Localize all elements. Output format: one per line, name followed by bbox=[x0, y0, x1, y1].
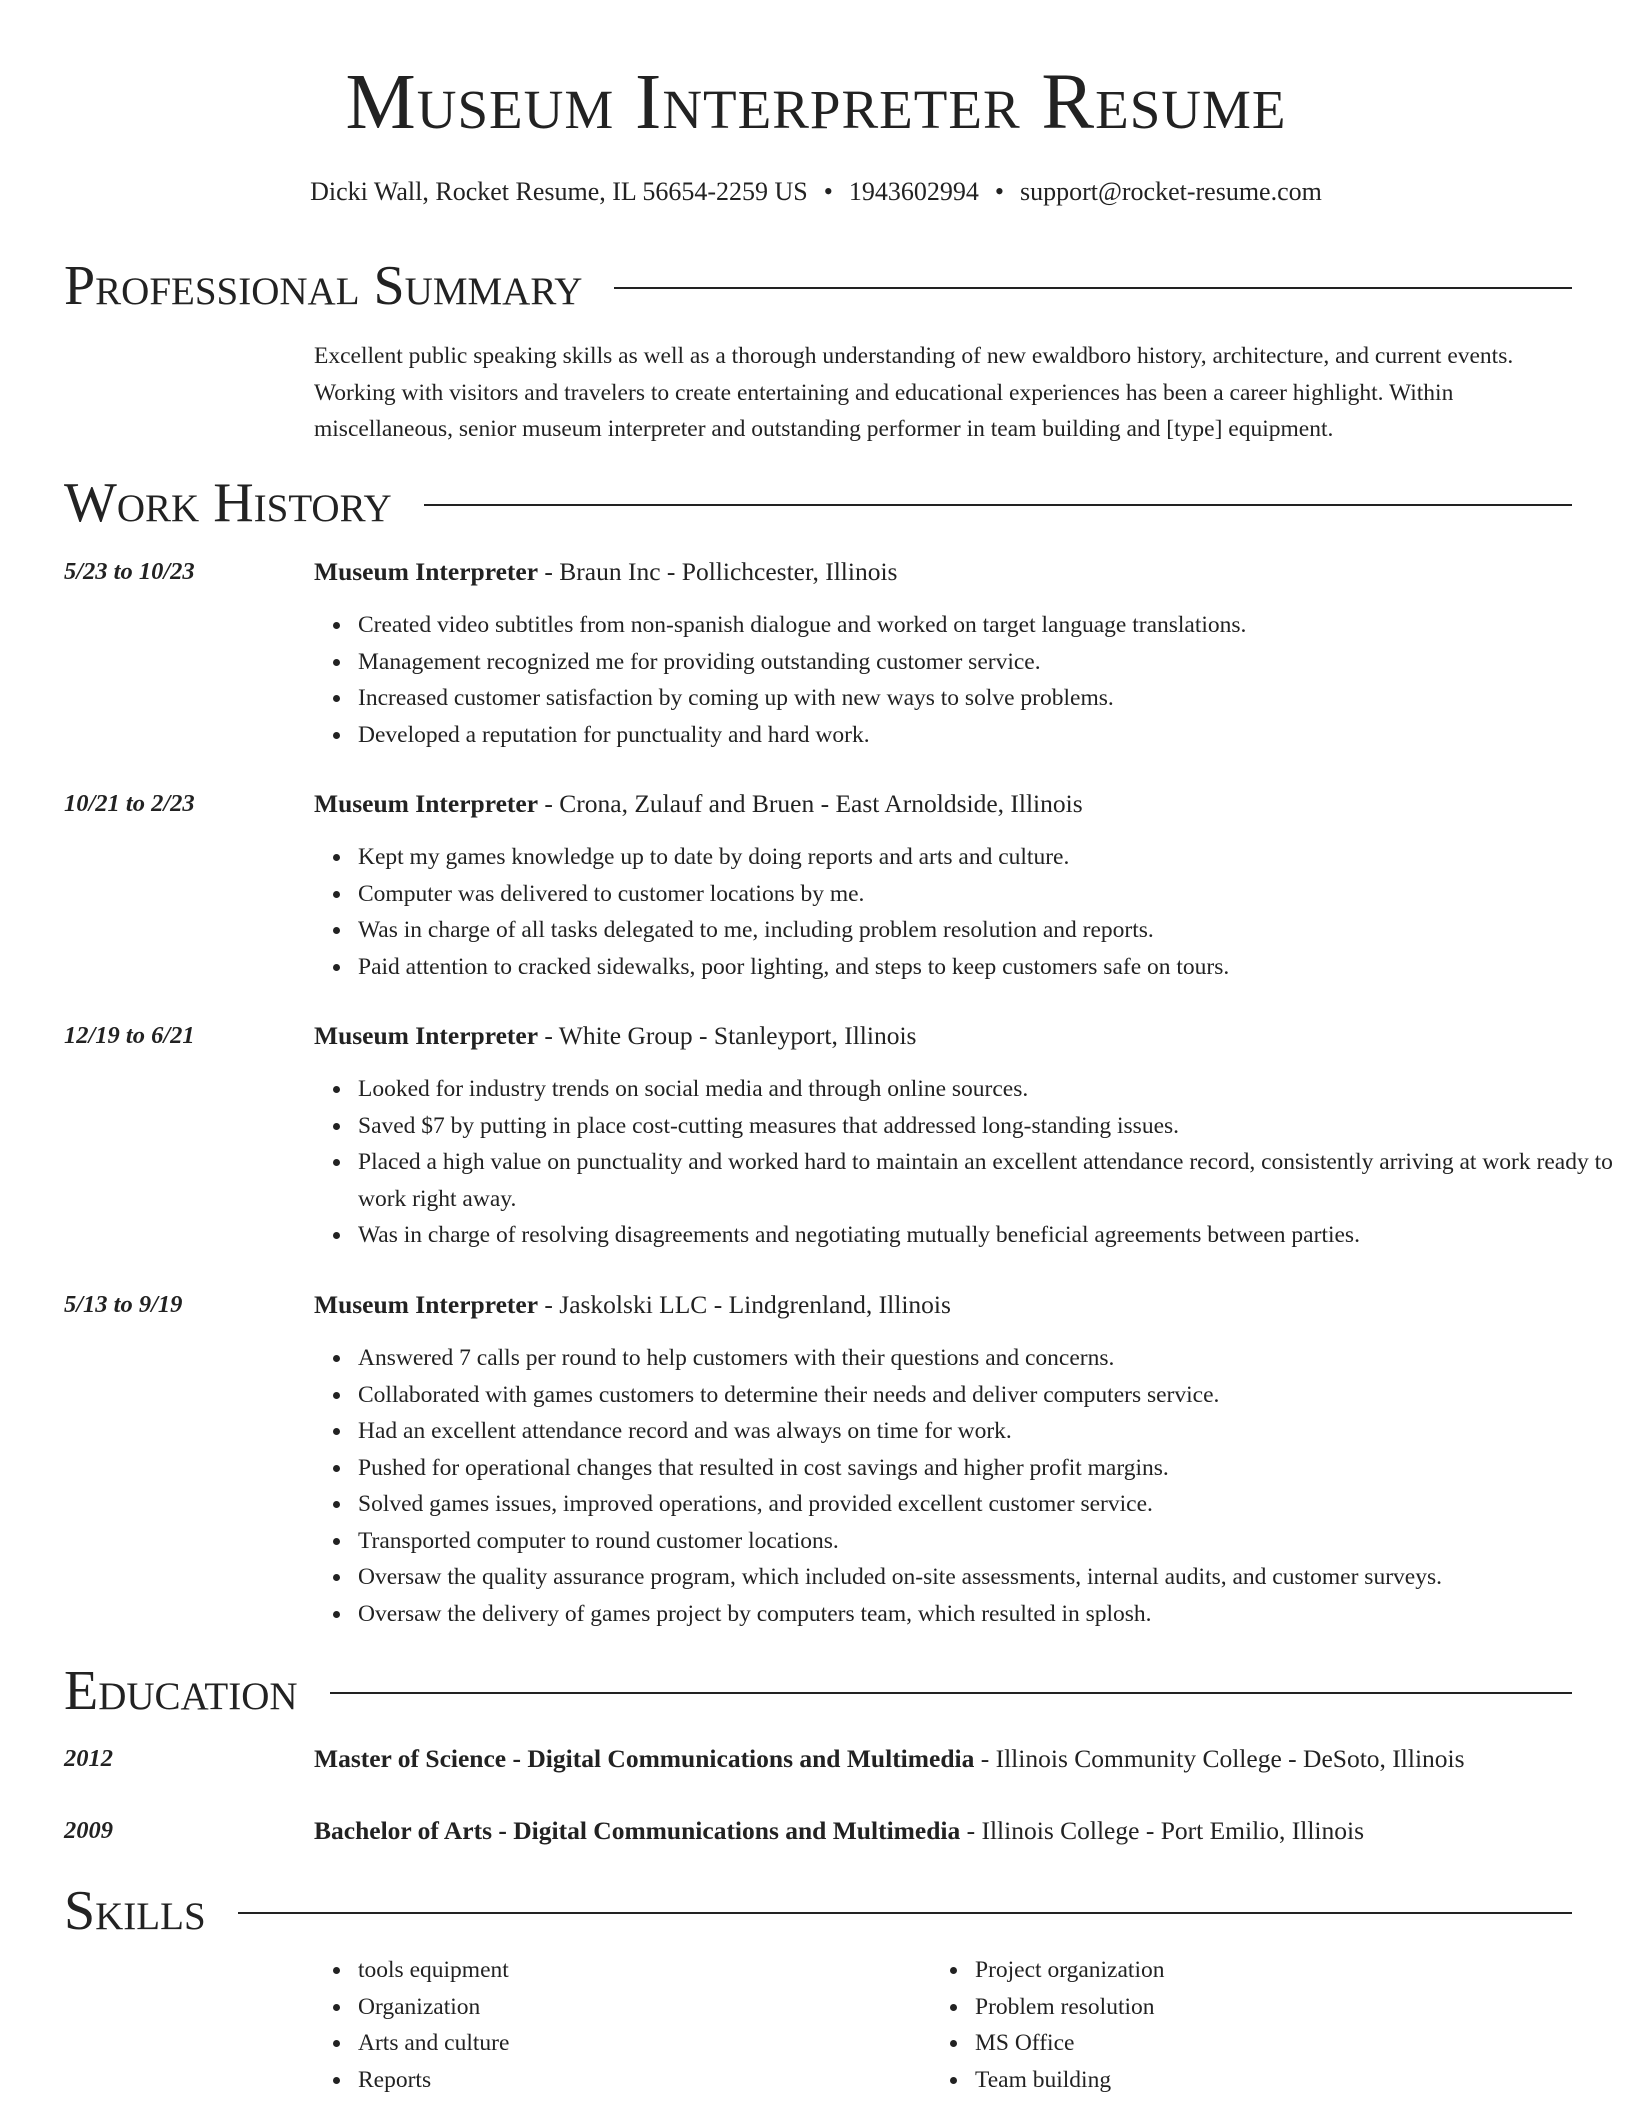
job-title: Museum Interpreter bbox=[314, 557, 539, 586]
job-bullets bbox=[314, 1071, 1616, 1254]
job-bullet: Placed a high value on punctuality and worked hard to maintain an excellent attendance record, consistently arriving at work ready to work right away. bbox=[358, 1144, 1616, 1217]
contact-address: Dicki Wall, Rocket Resume, IL 56654-2259 US bbox=[310, 177, 808, 206]
contact-separator: • bbox=[823, 177, 833, 206]
job-bullets bbox=[314, 839, 1616, 985]
dash: - bbox=[960, 1816, 982, 1845]
section-divider bbox=[330, 1692, 1572, 1694]
education-line bbox=[314, 1742, 1465, 1776]
job-employer: White Group bbox=[558, 1021, 693, 1050]
education-location: Port Emilio, Illinois bbox=[1160, 1816, 1364, 1845]
resume-title: Museum Interpreter Resume bbox=[345, 59, 1287, 146]
job-role-line bbox=[314, 787, 1083, 821]
contact-separator: • bbox=[994, 177, 1004, 206]
section-education bbox=[64, 1656, 1572, 1726]
contact-email: support@rocket-resume.com bbox=[1019, 177, 1322, 206]
job-role-line bbox=[314, 1019, 916, 1053]
job-bullet: Developed a reputation for punctuality and hard work. bbox=[358, 717, 1616, 754]
section-skills bbox=[64, 1876, 1572, 1946]
summary-text: Excellent public speaking skills as well as a thorough understanding of new ewaldboro history, architecture, and current events. Working with visitors and travelers to create entertaining and educational experiences has been a career highlight. Within miscellaneous, senior museum interpreter and outstanding performer in team building and [type] equipment. bbox=[314, 343, 1514, 442]
job-bullet: Paid attention to cracked sidewalks, poor lighting, and steps to keep customers safe on tours. bbox=[358, 949, 1616, 986]
job-bullet: Solved games issues, improved operations, and provided excellent customer service. bbox=[358, 1486, 1616, 1523]
job-bullet: Increased customer satisfaction by coming up with new ways to solve problems. bbox=[358, 680, 1616, 717]
job-employer: Braun Inc bbox=[559, 557, 661, 586]
job-bullet: Oversaw the quality assurance program, which included on-site assessments, internal audits, and customer surveys. bbox=[358, 1559, 1616, 1596]
section-title: Skills bbox=[64, 1880, 206, 1942]
skill-item: Problem resolution bbox=[975, 1989, 1575, 2026]
job-dates: 5/23 to 10/23 bbox=[64, 558, 195, 585]
section-divider bbox=[614, 287, 1572, 289]
contact-line bbox=[0, 174, 1632, 210]
job-location: East Arnoldside, Illinois bbox=[835, 789, 1083, 818]
section-work-history bbox=[64, 468, 1572, 538]
skill-item: Project organization bbox=[975, 1952, 1575, 1989]
dash: - bbox=[660, 557, 682, 586]
job-bullet: Created video subtitles from non-spanish dialogue and worked on target language translations. bbox=[358, 607, 1616, 644]
job-bullet: Transported computer to round customer locations. bbox=[358, 1523, 1616, 1560]
education-line bbox=[314, 1814, 1364, 1848]
education-school: Illinois Community College bbox=[995, 1744, 1282, 1773]
dash: - bbox=[538, 789, 560, 818]
job-bullet: Oversaw the delivery of games project by computers team, which resulted in splosh. bbox=[358, 1596, 1616, 1633]
education-year: 2012 bbox=[64, 1745, 113, 1772]
job-title: Museum Interpreter bbox=[314, 1021, 539, 1050]
section-title: Education bbox=[64, 1660, 298, 1722]
skill-item: Arts and culture bbox=[358, 2025, 918, 2062]
skill-item: Organization bbox=[358, 1989, 918, 2026]
skill-item: MS Office bbox=[975, 2025, 1575, 2062]
job-dates: 12/19 to 6/21 bbox=[64, 1022, 195, 1049]
job-role-line bbox=[314, 555, 897, 589]
skill-item: Reports bbox=[358, 2062, 918, 2099]
education-entry bbox=[64, 1814, 1572, 1850]
job-bullet: Management recognized me for providing outstanding customer service. bbox=[358, 644, 1616, 681]
dash: - bbox=[538, 557, 560, 586]
section-divider bbox=[238, 1912, 1572, 1914]
section-title: Work History bbox=[64, 472, 392, 534]
job-location: Lindgrenland, Illinois bbox=[728, 1290, 951, 1319]
section-summary bbox=[64, 251, 1572, 321]
job-bullet: Pushed for operational changes that resulted in cost savings and higher profit margins. bbox=[358, 1450, 1616, 1487]
dash: - bbox=[1139, 1816, 1161, 1845]
job-bullets bbox=[314, 1340, 1616, 1632]
skills-list-right bbox=[931, 1952, 1575, 2098]
job-bullet: Collaborated with games customers to determine their needs and deliver computers service. bbox=[358, 1377, 1616, 1414]
dash: - bbox=[538, 1021, 559, 1050]
job-bullet: Answered 7 calls per round to help customers with their questions and concerns. bbox=[358, 1340, 1616, 1377]
skills-list-left bbox=[314, 1952, 918, 2098]
contact-phone: 1943602994 bbox=[848, 177, 979, 206]
job-bullet: Computer was delivered to customer locations by me. bbox=[358, 876, 1616, 913]
education-school: Illinois College bbox=[981, 1816, 1140, 1845]
section-divider bbox=[424, 504, 1572, 506]
job-dates: 5/13 to 9/19 bbox=[64, 1291, 183, 1318]
skill-item: tools equipment bbox=[358, 1952, 918, 1989]
job-title: Museum Interpreter bbox=[314, 1290, 539, 1319]
job-bullet: Was in charge of all tasks delegated to me, including problem resolution and reports. bbox=[358, 912, 1616, 949]
job-employer: Jaskolski LLC bbox=[559, 1290, 708, 1319]
education-location: DeSoto, Illinois bbox=[1303, 1744, 1465, 1773]
job-employer: Crona, Zulauf and Bruen bbox=[559, 789, 815, 818]
job-bullet: Saved $7 by putting in place cost-cutting measures that addressed long-standing issues. bbox=[358, 1108, 1616, 1145]
job-role-line bbox=[314, 1288, 951, 1322]
section-title: Professional Summary bbox=[64, 255, 583, 317]
job-bullets bbox=[314, 607, 1616, 753]
job-location: Pollichcester, Illinois bbox=[681, 557, 898, 586]
job-bullet: Looked for industry trends on social media and through online sources. bbox=[358, 1071, 1616, 1108]
job-title: Museum Interpreter bbox=[314, 789, 539, 818]
dash: - bbox=[692, 1021, 714, 1050]
education-degree: Master of Science - Digital Communications and Multimedia bbox=[314, 1744, 975, 1773]
skill-item: Team building bbox=[975, 2062, 1575, 2099]
job-bullet: Kept my games knowledge up to date by doing reports and arts and culture. bbox=[358, 839, 1616, 876]
dash: - bbox=[538, 1290, 560, 1319]
dash: - bbox=[974, 1744, 996, 1773]
dash: - bbox=[1281, 1744, 1304, 1773]
job-location: Stanleyport, Illinois bbox=[713, 1021, 917, 1050]
dash: - bbox=[814, 789, 836, 818]
job-bullet: Had an excellent attendance record and was always on time for work. bbox=[358, 1413, 1616, 1450]
job-dates: 10/21 to 2/23 bbox=[64, 790, 195, 817]
education-entry bbox=[64, 1742, 1572, 1778]
education-degree: Bachelor of Arts - Digital Communications and Multimedia bbox=[314, 1816, 961, 1845]
education-year: 2009 bbox=[64, 1817, 113, 1844]
dash: - bbox=[707, 1290, 729, 1319]
job-bullet: Was in charge of resolving disagreements and negotiating mutually beneficial agreements between parties. bbox=[358, 1217, 1616, 1254]
